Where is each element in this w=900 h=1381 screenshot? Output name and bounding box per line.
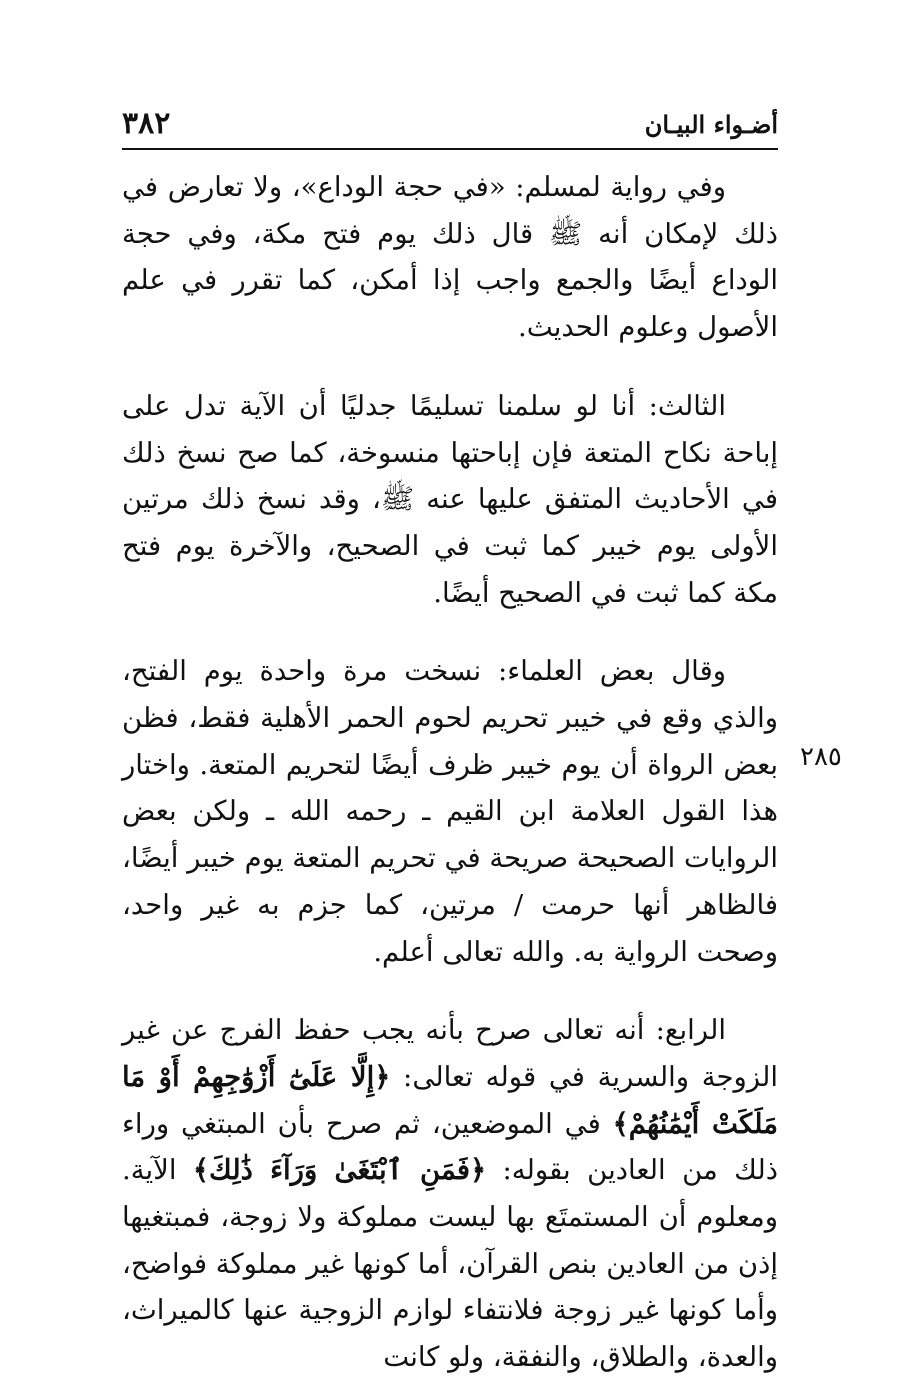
quran-verse-2: ﴿فَمَنِ ٱبْتَغَىٰ وَرَآءَ ذَٰلِكَ﴾: [192, 1154, 487, 1187]
paragraph-4-part-1: الرابع: أنه تعالى صرح بأنه يجب حفظ الفرج عن غير الزوجة والسرية في قوله تعالى:: [122, 1014, 778, 1093]
paragraph-3: وقال بعض العلماء: نسخت مرة واحدة يوم الفتح، والذي وقع في خيبر تحريم لحوم الحمر الأهلية فقط، فظن بعض الرواة أن يوم خيبر ظرف أيضًا لتحريم المتعة. واختار هذا القول العلامة ابن القيم ـ رحمه الله ـ ولكن بعض الروايات الصحيحة صريحة في تحريم المتعة يوم خيبر أيضًا، فالظاهر أنها حرمت / مرتين، كما جزم به غير واحد، وصحت الرواية به. والله تعالى أعلم.: [122, 655, 778, 968]
paragraph-4-part-2: في الموضعين، ثم صرح بأن المبتغي وراء ذلك من العادين بقوله:: [122, 1107, 778, 1187]
quran-verse-1: ﴿إِلَّا عَلَىٰٓ أَزْوَٰجِهِمْ أَوْ مَا مَلَكَتْ أَيْمَٰنُهُمْ﴾: [122, 1060, 778, 1140]
page-header: [122, 104, 778, 150]
margin-page-reference: ٢٨٥: [800, 742, 842, 772]
main-text: [122, 164, 778, 1381]
paragraph-1: وفي رواية لمسلم: «في حجة الوداع»، ولا تعارض في ذلك لإمكان أنه ﷺ قال ذلك يوم فتح مكة، وفي حجة الوداع أيضًا والجمع واجب إذا أمكن، كما تقرر في علم الأصول وعلوم الحديث.: [122, 171, 778, 344]
paragraph-4-part-3: الآية. ومعلوم أن المستمتَع بها ليست مملوكة ولا زوجة، فمبتغيها إذن من العادين بنص القرآن، أما كونها غير مملوكة فواضح، وأما كونها غير زوجة فلانتفاء لوازم الزوجية عنها كالميراث، والعدة، والطلاق، والنفقة، ولو كانت: [122, 1154, 778, 1374]
paragraph-2: الثالث: أنا لو سلمنا تسليمًا جدليًا أن الآية تدل على إباحة نكاح المتعة فإن إباحتها منسوخة، كما صح نسخ ذلك في الأحاديث المتفق عليها عنه ﷺ، وقد نسخ ذلك مرتين الأولى يوم خيبر كما ثبت في الصحيح، والآخرة يوم فتح مكة كما ثبت في الصحيح أيضًا.: [122, 389, 778, 609]
paragraph-4: [122, 1007, 778, 1381]
running-title: أضـواء البيـان: [644, 110, 778, 139]
page-number: ٣٨٢: [122, 106, 171, 141]
